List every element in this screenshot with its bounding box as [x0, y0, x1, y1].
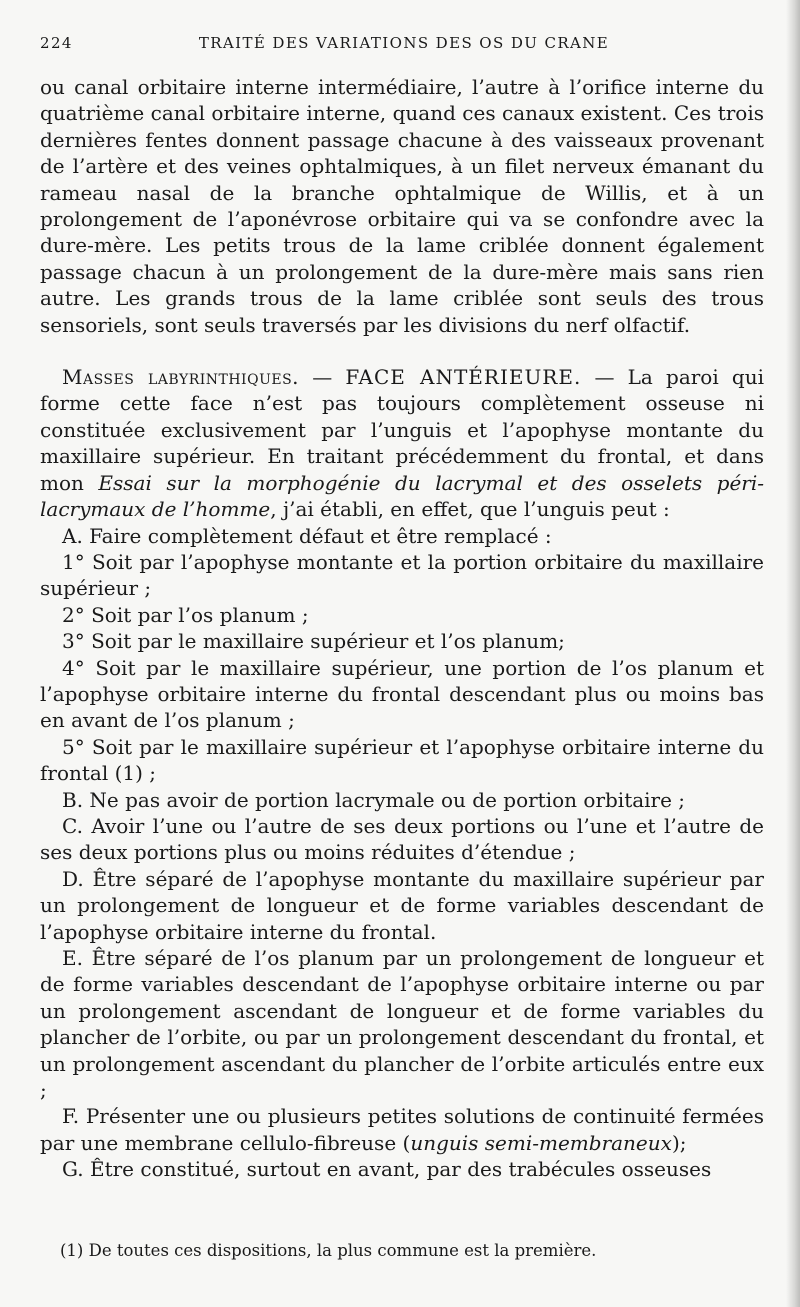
heading-dash: — [299, 365, 346, 390]
paragraph-text: — La paroi qui forme cette face n’est pas toujours complètement osseuse ni constituée exclusivement par l’unguis et l’apophyse montante du maxillaire supérieur. En traitant précédemment du frontal, et dans mon [40, 365, 764, 495]
list-item-c: C. Avoir l’une ou l’autre de ses deux portions ou l’une et l’autre de ses deux portions plus ou moins réduites d’étendue ; [40, 813, 764, 865]
scan-edge-shadow [786, 0, 800, 1307]
running-title: TRAITÉ DES VARIATIONS DES OS DU CRANE [198, 34, 610, 52]
list-item-2: 2° Soit par l’os planum ; [62, 602, 309, 627]
list-item-e: E. Être séparé de l’os planum par un prolongement de longueur et de forme variables descendant de l’apophyse orbitaire interne ou par un prolongement ascendant de longueur et de forme variables du plancher de l’orbite, ou par un prolongement descendant du frontal, et un prolongement ascendant du plancher de l’orbite articulés entre eux ; [40, 946, 764, 1103]
paragraph-section-start [40, 364, 764, 522]
paragraph-text-end: , j’ai établi, en effet, que l’unguis peut : [270, 497, 670, 522]
page-number: 224 [40, 34, 73, 52]
list-item-3: 3° Soit par le maxillaire supérieur et l’os planum; [62, 629, 565, 654]
list-item-f [40, 1103, 764, 1156]
list-item-b: B. Ne pas avoir de portion lacrymale ou de portion orbitaire ; [62, 787, 686, 812]
section-heading-smallcaps: Masses labyrinthiques. [62, 365, 300, 390]
list-item-g: G. Être constitué, surtout en avant, par des trabécules osseuses [62, 1157, 712, 1182]
list-item-1: 1° Soit par l’apophyse montante et la portion orbitaire du maxillaire supérieur ; [40, 549, 764, 601]
list-item-f-italic: unguis semi-membraneux [410, 1130, 672, 1155]
body-text [40, 74, 764, 1183]
footnote: (1) De toutes ces dispositions, la plus commune est la première. [60, 1241, 597, 1260]
list-item-5: 5° Soit par le maxillaire supérieur et l’apophyse orbitaire interne du frontal (1) ; [40, 734, 764, 786]
book-title-italic: Essai sur la morphogénie du lacrymal et des osselets péri-lacrymaux de l’homme [40, 470, 764, 522]
list-item-4: 4° Soit par le maxillaire supérieur, une portion de l’os planum et l’apophyse orbitaire interne du frontal descendant plus ou moins bas en avant de l’os planum ; [40, 655, 764, 733]
page-header [40, 34, 768, 56]
list-item-a: A. Faire complètement défaut et être remplacé : [62, 523, 552, 548]
list-item-f-end: ); [671, 1130, 687, 1155]
list-item-d: D. Être séparé de l’apophyse montante du maxillaire supérieur par un prolongement de longueur et de forme variables descendant de l’apophyse orbitaire interne du frontal. [40, 866, 764, 944]
list-item-f-text: F. Présenter une ou plusieurs petites solutions de continuité fermées par une membrane cellulo-fibreuse ( [40, 1104, 764, 1155]
section-subheading: FACE ANTÉRIEURE. [345, 365, 582, 390]
paragraph-continued: ou canal orbitaire interne intermédiaire, l’autre à l’orifice interne du quatrième canal orbitaire interne, quand ces canaux existent. Ces trois dernières fentes donnent passage chacune à des vaisseaux provenant de l’artère et des veines ophtalmiques, à un filet nerveux émanant du rameau nasal de la branche ophtalmique de Willis, et à un prolongement de l’aponévrose orbitaire qui va se confondre avec la dure-mère. Les petits trous de la lame criblée donnent également passage chacun à un prolongement de la dure-mère mais sans rien autre. Les grands trous de la lame criblée sont seuls des trous sensoriels, sont seuls traversés par les divisions du nerf olfactif. [40, 75, 764, 337]
